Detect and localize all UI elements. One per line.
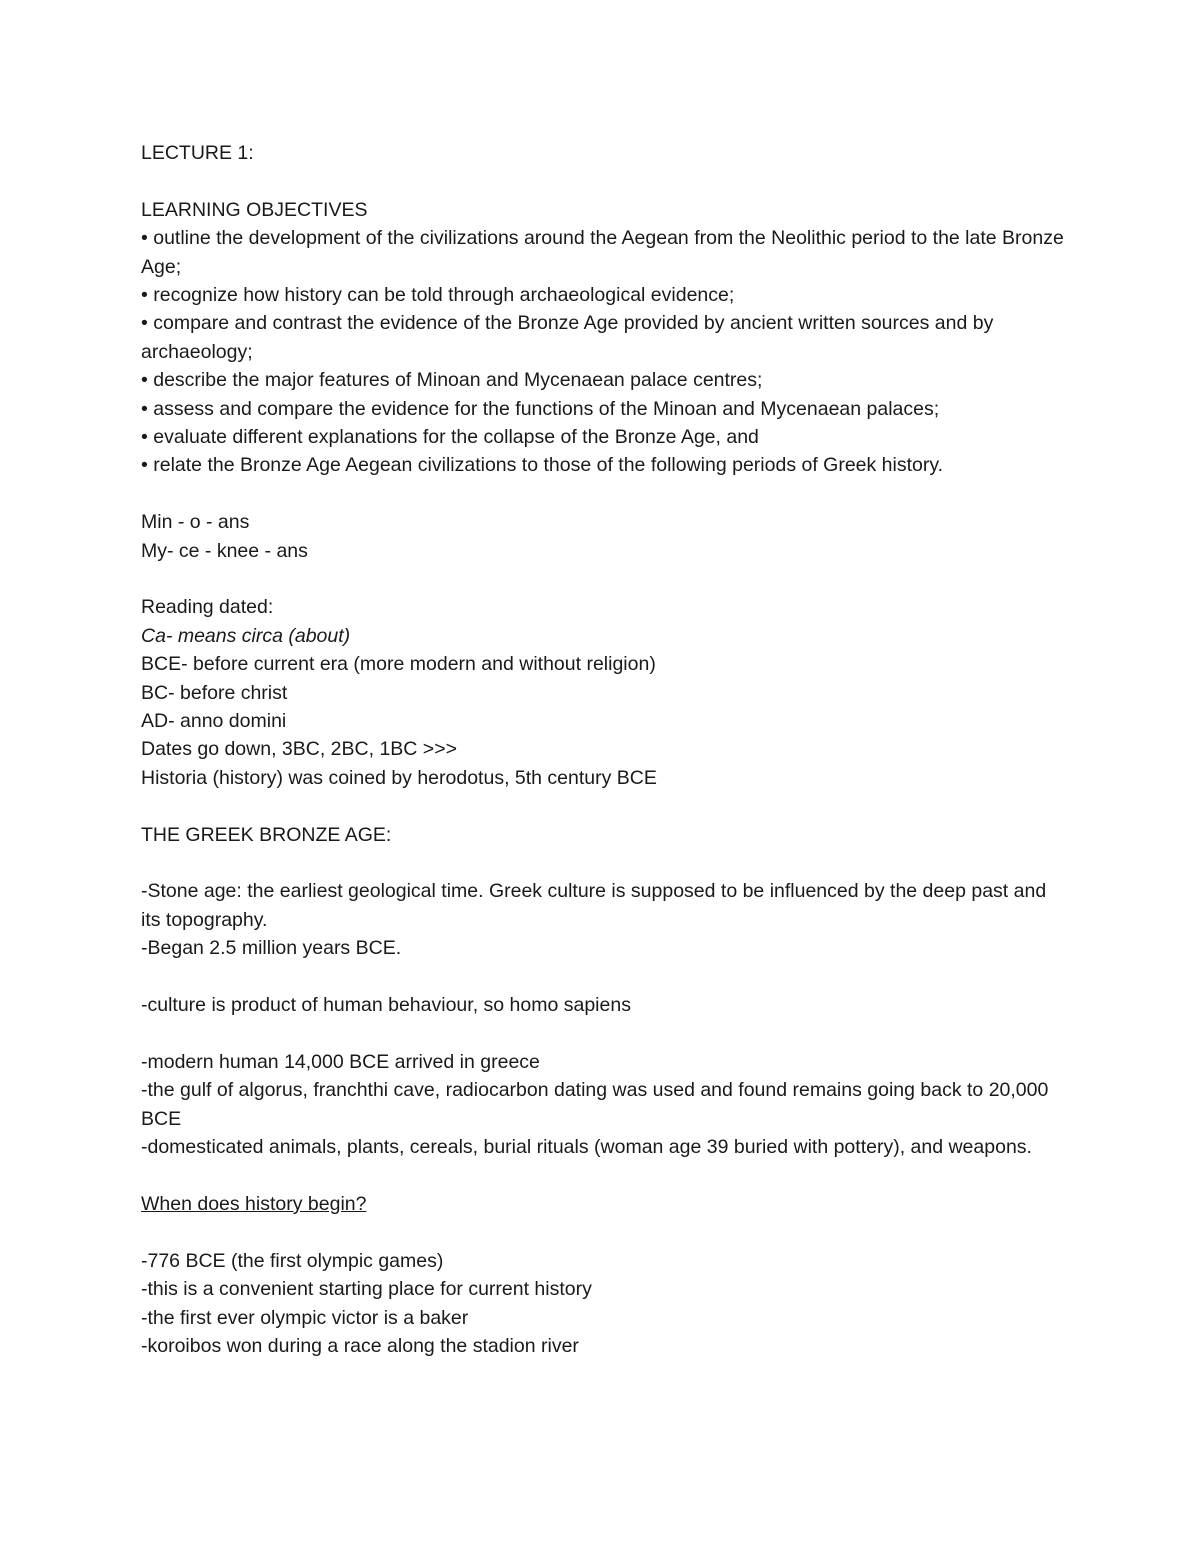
bronze-age-note: -the gulf of algorus, franchthi cave, radiocarbon dating was used and found remains going back to 20,000 BCE (141, 1079, 1049, 1130)
spacer (141, 792, 1071, 820)
reading-dates-heading: Reading dated: (141, 596, 274, 619)
culture-note: -culture is product of human behaviour, so homo sapiens (141, 994, 631, 1017)
objective-item: • evaluate different explanations for the collapse of the Bronze Age, and (141, 426, 759, 449)
objective-item: • assess and compare the evidence for the functions of the Minoan and Mycenaean palaces; (141, 397, 940, 420)
began-note: -Began 2.5 million years BCE. (141, 937, 402, 960)
pronunciation-minoans: Min - o - ans (141, 511, 250, 534)
date-note: Historia (history) was coined by herodotus, 5th century BCE (141, 766, 657, 789)
history-note: -this is a convenient starting place for current history (141, 1278, 592, 1301)
spacer (141, 1218, 1071, 1246)
date-note: BC- before christ (141, 681, 288, 704)
bronze-age-note: -modern human 14,000 BCE arrived in greece (141, 1050, 540, 1073)
objective-item: • compare and contrast the evidence of the Bronze Age provided by ancient written sources and by archaeology; (141, 312, 994, 363)
history-note: -776 BCE (the first olympic games) (141, 1249, 444, 1272)
spacer (141, 1020, 1071, 1048)
date-note: Dates go down, 3BC, 2BC, 1BC >>> (141, 738, 457, 761)
date-note: BCE- before current era (more modern and without religion) (141, 653, 656, 676)
date-note: AD- anno domini (141, 710, 287, 733)
history-begin-heading: When does history begin? (141, 1192, 367, 1215)
spacer (141, 1162, 1071, 1190)
bronze-age-heading: THE GREEK BRONZE AGE: (141, 823, 392, 846)
objective-item: • outline the development of the civilizations around the Aegean from the Neolithic period to the late Bronze Age; (141, 227, 1064, 278)
objective-item: • recognize how history can be told through archaeological evidence; (141, 284, 735, 307)
objectives-heading: LEARNING OBJECTIVES (141, 198, 368, 221)
stone-age-note: -Stone age: the earliest geological time. Greek culture is supposed to be influenced by the deep past and its topography. (141, 880, 1047, 931)
objective-item: • relate the Bronze Age Aegean civilizations to those of the following periods of Greek history. (141, 454, 944, 477)
spacer (141, 167, 1071, 195)
lecture-title: LECTURE 1: (141, 142, 254, 164)
spacer (141, 963, 1071, 991)
circa-definition: Ca- means circa (about) (141, 624, 351, 647)
pronunciation-mycenaeans: My- ce - knee - ans (141, 539, 308, 562)
history-note: -the first ever olympic victor is a baker (141, 1306, 469, 1329)
bronze-age-note: -domesticated animals, plants, cereals, burial rituals (woman age 39 buried with pottery), and weapons. (141, 1136, 1032, 1159)
document-page (141, 139, 1071, 1360)
spacer (141, 565, 1071, 593)
objective-item: • describe the major features of Minoan and Mycenaean palace centres; (141, 369, 763, 392)
spacer (141, 480, 1071, 508)
spacer (141, 849, 1071, 877)
history-note: -koroibos won during a race along the stadion river (141, 1334, 579, 1357)
